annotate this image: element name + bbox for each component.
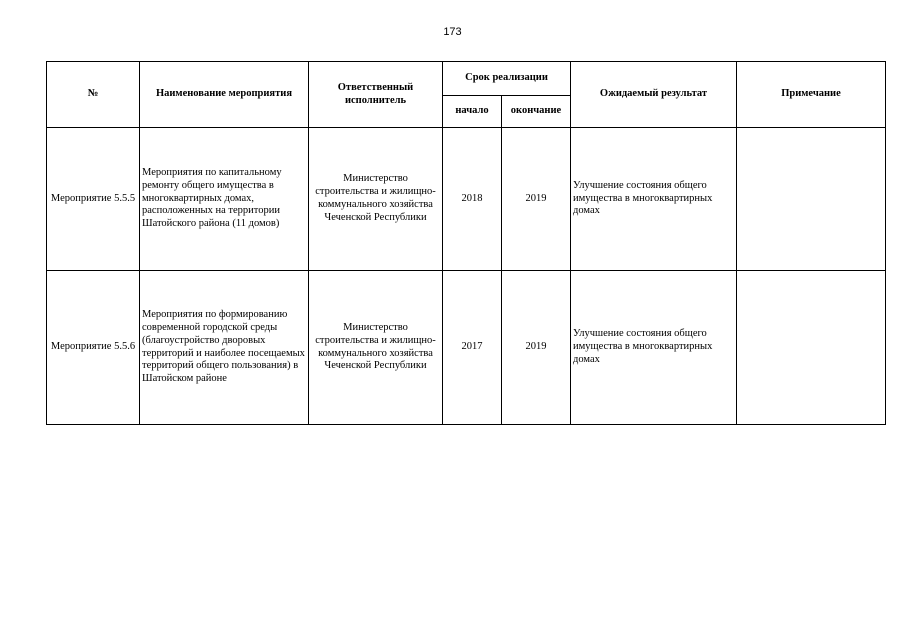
cell-name: Мероприятия по капитальному ремонту общего имущества в многоквартирных домах, расположенных на территории Шатойского района (11 домов) (140, 128, 309, 271)
page-number: 173 (443, 26, 462, 38)
cell-num: Мероприятие 5.5.5 (47, 128, 140, 271)
cell-num: Мероприятие 5.5.6 (47, 271, 140, 425)
table-header-row (47, 62, 886, 96)
header-result: Ожидаемый результат (571, 62, 737, 128)
cell-name: Мероприятия по формированию современной городской среды (благоустройство дворовых территорий и наиболее посещаемых территорий общего пользования) в Шатойском районе (140, 271, 309, 425)
header-start: начало (443, 96, 502, 128)
cell-result: Улучшение состояния общего имущества в многоквартирных домах (571, 128, 737, 271)
cell-start: 2017 (443, 271, 502, 425)
header-note: Примечание (737, 62, 886, 128)
cell-end: 2019 (502, 128, 571, 271)
header-executor: Ответственный исполнитель (309, 62, 443, 128)
activities-table (46, 61, 886, 425)
cell-note (737, 271, 886, 425)
header-num: № (47, 62, 140, 128)
header-name: Наименование мероприятия (140, 62, 309, 128)
cell-note (737, 128, 886, 271)
cell-executor: Министерство строительства и жилищно-коммунального хозяйства Чеченской Республики (309, 271, 443, 425)
header-end: окончание (502, 96, 571, 128)
table-row (47, 128, 886, 271)
cell-result: Улучшение состояния общего имущества в многоквартирных домах (571, 271, 737, 425)
cell-start: 2018 (443, 128, 502, 271)
cell-end: 2019 (502, 271, 571, 425)
table-row (47, 271, 886, 425)
cell-executor: Министерство строительства и жилищно-коммунального хозяйства Чеченской Республики (309, 128, 443, 271)
header-period: Срок реализации (443, 62, 571, 96)
